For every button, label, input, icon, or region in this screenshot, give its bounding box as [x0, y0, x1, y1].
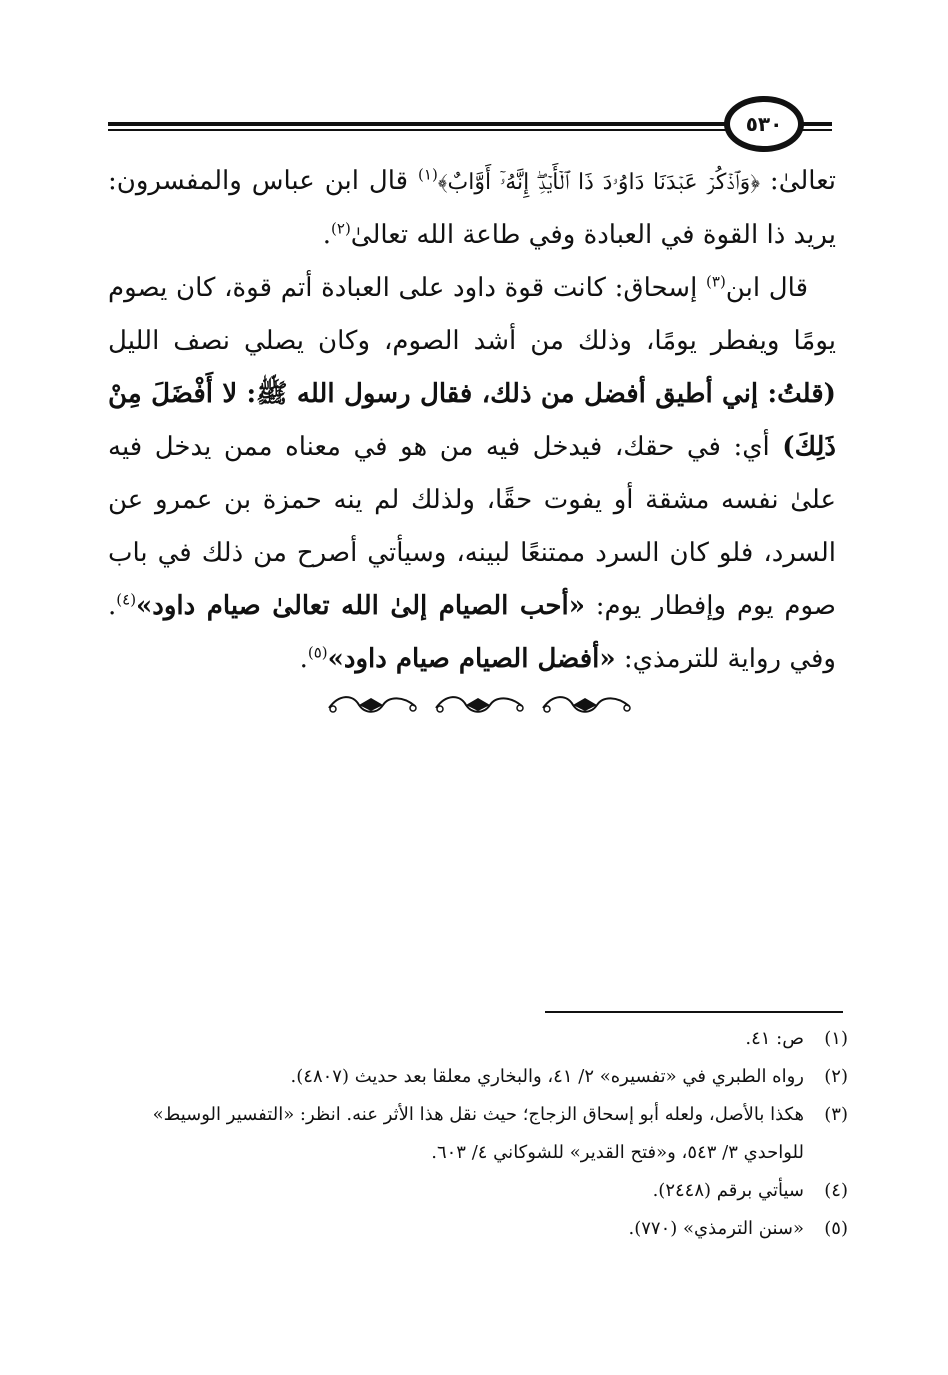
footnote-text: «سنن الترمذي» (٧٧٠).	[628, 1218, 804, 1239]
footnote-text: هكذا بالأصل، ولعله أبو إسحاق الزجاج؛ حيث نقل هذا الأثر عنه. انظر: «التفسير الوسيط» للواحدي ٣/ ٥٤٣، و«فتح القدير» للشوكاني ٤/ ٦٠٣.	[152, 1104, 804, 1163]
hadith-quote-3: «أفضل الصيام صيام داود»	[327, 644, 616, 674]
quran-verse: ﴿وَٱذۡكُرۡ عَبۡدَنَا دَاوُۥدَ ذَا ٱلۡأَيۡدِۖ إِنَّهُۥٓ أَوَّابٌ﴾	[437, 170, 761, 195]
footnote-text: رواه الطبري في «تفسيره» ٢/ ٤١، والبخاري معلقا بعد حديث (٤٨٠٧).	[290, 1066, 804, 1087]
footnote-ref-3[interactable]: (٣)	[706, 272, 726, 291]
footnotes	[108, 1020, 848, 1248]
ornament-flourish-icon	[432, 692, 528, 718]
hadith-quote-1: (قلتُ: إني أطيق أفضل من ذلك، فقال رسول الله ﷺ: لا أَفْضَلَ مِنْ ذَلِكَ)	[108, 379, 836, 462]
header-rule-tail	[800, 120, 832, 132]
paragraph-1-text: قال ابن عباس والمفسرون: يريد ذا القوة في العبادة وفي طاعة الله تعالىٰ	[108, 166, 836, 250]
page-number-badge	[724, 96, 804, 152]
paragraph-2-text-4: . وفي رواية للترمذي:	[108, 591, 836, 674]
paragraph-1-end: .	[322, 220, 332, 250]
footnote-ref-5[interactable]: (٥)	[307, 643, 328, 662]
footnote-item	[108, 1210, 848, 1248]
ornament-flourish-icon	[539, 692, 635, 718]
footnote-item	[108, 1058, 848, 1096]
footnote-number: (٥)	[824, 1218, 848, 1239]
footnote-number: (٢)	[824, 1066, 848, 1087]
footnote-number: (٤)	[824, 1180, 848, 1201]
hadith-quote-2: «أحب الصيام إلىٰ الله تعالىٰ صيام داود»	[136, 591, 585, 621]
lead-text: تعالىٰ:	[760, 166, 836, 196]
footnote-item	[108, 1020, 848, 1058]
footnote-number: (٣)	[824, 1104, 848, 1125]
footnote-item	[108, 1096, 848, 1172]
footnote-item	[108, 1172, 848, 1210]
footnote-text: ص: ٤١.	[745, 1028, 804, 1049]
body-text	[108, 155, 836, 686]
footnote-ref-2[interactable]: (٢)	[331, 219, 351, 238]
paragraph-2-text-1: قال ابن	[725, 273, 808, 303]
paragraph-2-text-2: إسحاق: كانت قوة داود على العبادة أتم قوة، كان يصوم يومًا ويفطر يومًا، وذلك من أشد الصوم، وكان يصلي نصف الليل	[108, 273, 836, 356]
page-number: ٥٣٠	[745, 112, 783, 136]
paragraph-2	[108, 262, 836, 686]
footnote-ref-4[interactable]: (٤)	[116, 590, 137, 609]
paragraph-2-text-3: أي: في حقك، فيدخل فيه من هو في معناه ممن يدخل فيه علىٰ نفسه مشقة أو يفوت حقًا، ولذلك لم ينه حمزة بن عمرو عن السرد، فلو كان السرد ممتنعًا لبينه، وسيأتي أصرح من ذلك في باب صوم يوم وإفطار يوم:	[108, 432, 836, 621]
footnote-text: سيأتي برقم (٢٤٤٨).	[652, 1180, 804, 1201]
header-rule	[108, 120, 726, 132]
footnote-separator	[545, 1011, 843, 1013]
section-divider-ornament	[325, 690, 635, 720]
ornament-flourish-icon	[325, 692, 421, 718]
paragraph-2-end: .	[299, 644, 308, 674]
footnote-number: (١)	[824, 1028, 848, 1049]
paragraph-1	[108, 155, 836, 262]
footnote-ref-1[interactable]: (١)	[418, 165, 438, 184]
